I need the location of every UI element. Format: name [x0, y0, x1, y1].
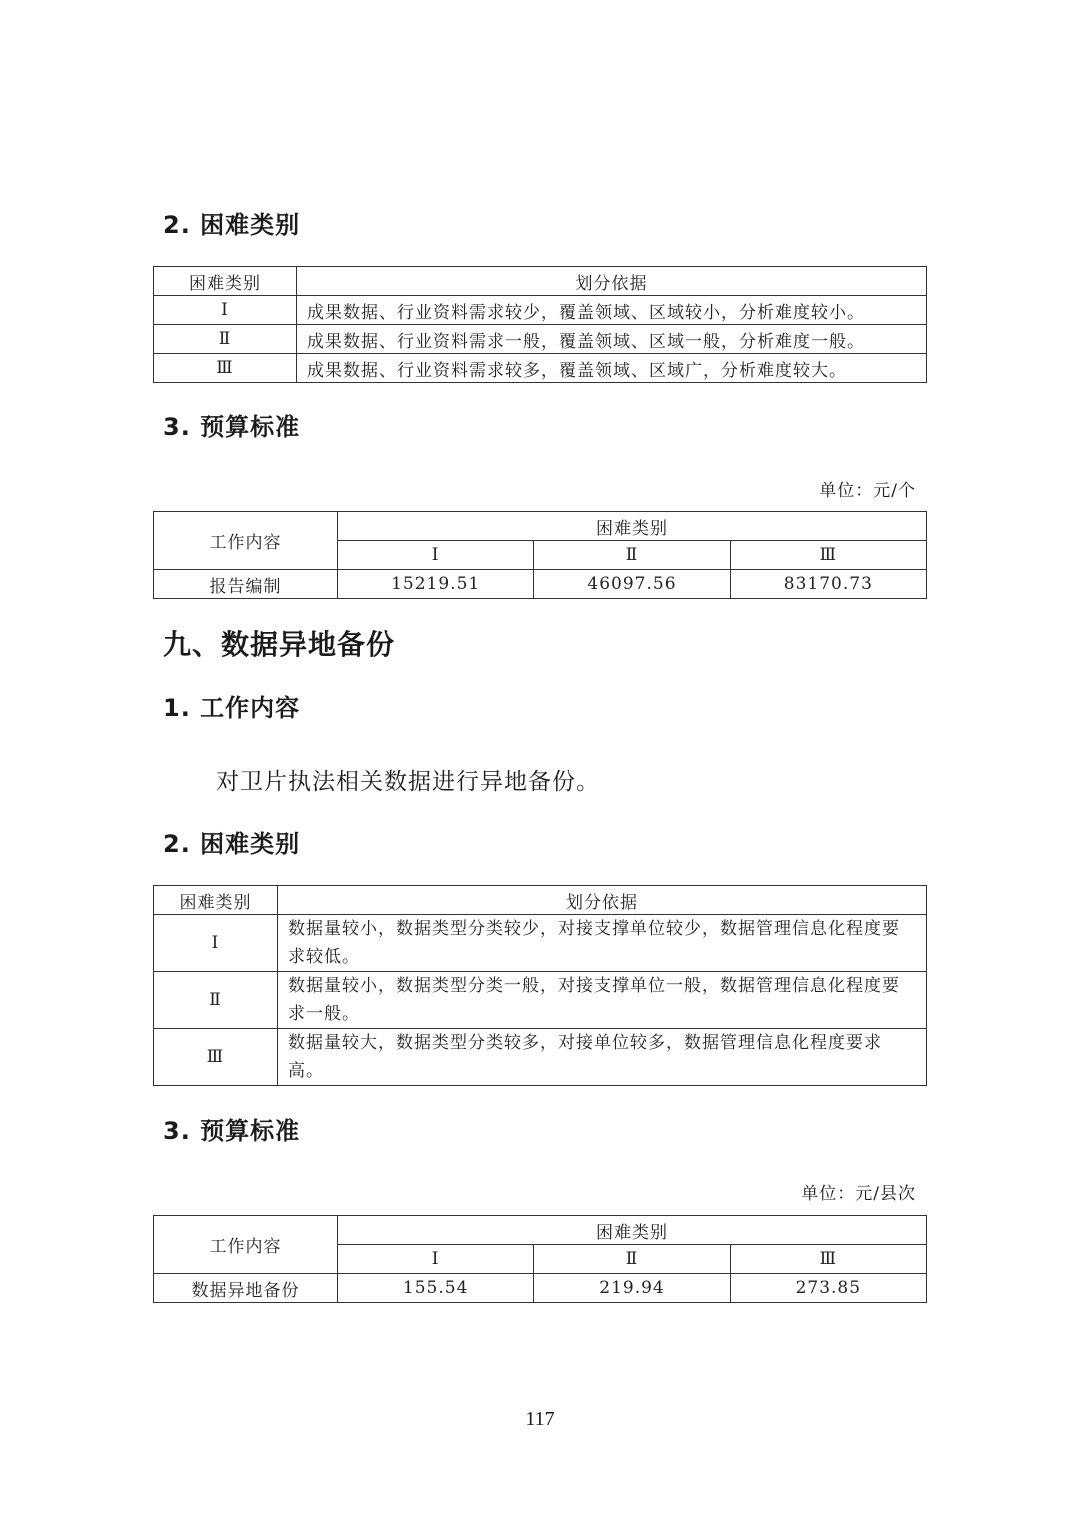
- difficulty-level: Ⅰ: [154, 915, 278, 972]
- difficulty-basis: 数据量较大，数据类型分类较多，对接单位较多，数据管理信息化程度要求高。: [278, 1029, 927, 1086]
- difficulty-heading: 2. 困难类别: [163, 830, 301, 858]
- difficulty-header: 困难类别: [338, 512, 927, 541]
- difficulty-level: Ⅲ: [154, 1029, 278, 1086]
- row-label: 数据异地备份: [154, 1274, 338, 1303]
- page-number: 117: [525, 1408, 555, 1430]
- difficulty-basis: 数据量较小，数据类型分类较少，对接支撑单位较少，数据管理信息化程度要求较低。: [278, 915, 927, 972]
- unit-label: 单位：元/个: [819, 481, 916, 501]
- table-row: [154, 325, 927, 354]
- difficulty-basis: 成果数据、行业资料需求一般，覆盖领域、区域一般，分析难度一般。: [297, 325, 927, 354]
- difficulty-basis: 成果数据、行业资料需求较多，覆盖领域、区域广，分析难度较大。: [297, 354, 927, 383]
- budget-value: 155.54: [338, 1274, 534, 1303]
- level-header: Ⅱ: [534, 1245, 730, 1274]
- budget-heading: 3. 预算标准: [163, 1117, 301, 1145]
- table-row: [154, 296, 927, 325]
- difficulty-level: Ⅰ: [154, 296, 297, 325]
- difficulty-header: 困难类别: [338, 1216, 927, 1245]
- section-title: 九、数据异地备份: [163, 628, 396, 661]
- table-row: [154, 915, 927, 972]
- level-header: Ⅲ: [730, 1245, 926, 1274]
- table-row: [154, 354, 927, 383]
- difficulty-heading: 2. 困难类别: [163, 211, 301, 239]
- work-content-header: 工作内容: [154, 512, 338, 570]
- budget-heading: 3. 预算标准: [163, 413, 301, 441]
- difficulty-basis: 成果数据、行业资料需求较少，覆盖领域、区域较小，分析难度较小。: [297, 296, 927, 325]
- budget-value: 219.94: [534, 1274, 730, 1303]
- difficulty-level: Ⅲ: [154, 354, 297, 383]
- table-header-cell: 划分依据: [297, 267, 927, 296]
- budget-table: [153, 511, 927, 599]
- difficulty-level: Ⅱ: [154, 325, 297, 354]
- table-row: [154, 972, 927, 1029]
- work-content-header: 工作内容: [154, 1216, 338, 1274]
- table-header-cell: 困难类别: [154, 267, 297, 296]
- budget-value: 83170.73: [730, 570, 926, 599]
- difficulty-table: [153, 885, 927, 1086]
- difficulty-level: Ⅱ: [154, 972, 278, 1029]
- budget-value: 273.85: [730, 1274, 926, 1303]
- table-row: [154, 1029, 927, 1086]
- level-header: Ⅰ: [338, 541, 534, 570]
- work-content-heading: 1. 工作内容: [163, 694, 301, 722]
- unit-label: 单位：元/县次: [801, 1184, 916, 1204]
- table-header-cell: 划分依据: [278, 886, 927, 915]
- difficulty-basis: 数据量较小，数据类型分类一般，对接支撑单位一般，数据管理信息化程度要求一般。: [278, 972, 927, 1029]
- budget-value: 46097.56: [534, 570, 730, 599]
- level-header: Ⅰ: [338, 1245, 534, 1274]
- table-header-cell: 困难类别: [154, 886, 278, 915]
- budget-table: [153, 1215, 927, 1303]
- level-header: Ⅲ: [730, 541, 926, 570]
- work-content-text: 对卫片执法相关数据进行异地备份。: [216, 769, 600, 795]
- level-header: Ⅱ: [534, 541, 730, 570]
- budget-value: 15219.51: [338, 570, 534, 599]
- table-row: [154, 1274, 927, 1303]
- row-label: 报告编制: [154, 570, 338, 599]
- table-row: [154, 570, 927, 599]
- difficulty-table: [153, 266, 927, 383]
